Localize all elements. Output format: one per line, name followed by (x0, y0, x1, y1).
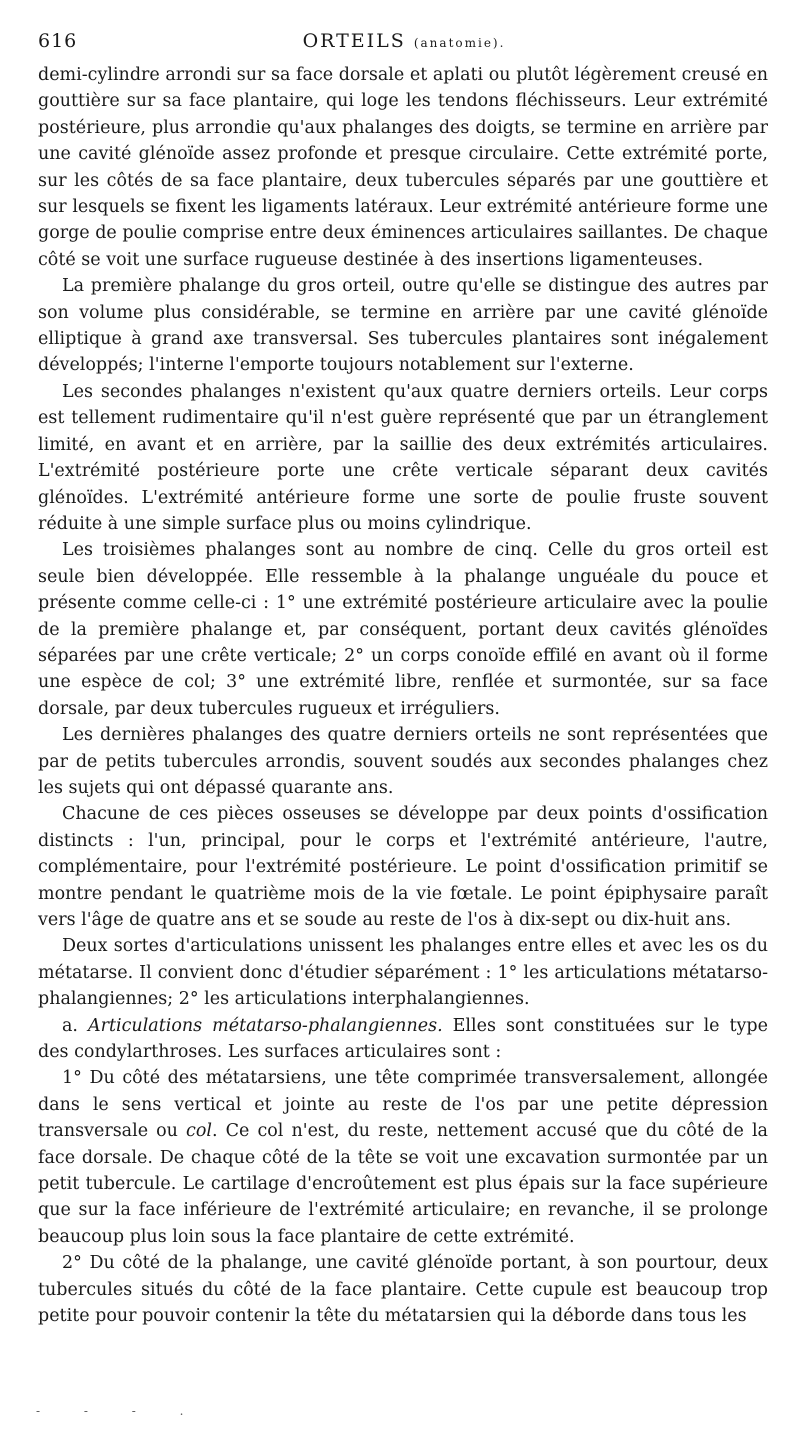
paragraph-text: . Ce col n'est, du reste, nettement accusé que du côté de la face dorsale. De chaque côté de la tête se voit une excavation surmontée par un petit tubercule. Le cartilage d'encroûtement est plus épais sur la face supérieure que sur la face inférieure de l'extrémité articulaire; en revanche, il se prolonge beaucoup plus loin sous la face plantaire de cette extrémité. (38, 1121, 768, 1247)
paragraph: demi-cylindre arrondi sur sa face dorsale et aplati ou plutôt légèrement creusé en gouttière sur sa face plantaire, qui loge les tendons fléchisseurs. Leur extrémité postérieure, plus arrondie qu'aux phalanges des doigts, se termine en arrière par une cavité glénoïde assez profonde et presque circulaire. Cette extrémité porte, sur les côtés de sa face plantaire, deux tubercules séparés par une gouttière et sur lesquels se fixent les ligaments latéraux. Leur extrémité antérieure forme une gorge de poulie comprise entre deux éminences articulaires saillantes. De chaque côté se voit une surface rugueuse destinée à des insertions ligamenteuses. (38, 65, 768, 270)
footer-marks: - - - . (36, 1404, 204, 1418)
chapter-title: ORTEILS (302, 30, 406, 52)
paragraph: Chacune de ces pièces osseuses se développe par deux points d'ossification distincts : l'un, principal, pour le corps et l'extrémité antérieure, l'autre, complémentaire, pour l'extrémité postérieure. Le point d'ossification primitif se montre pendant le quatrième mois de la vie fœtale. Le point épiphysaire paraît vers l'âge de quatre ans et se soude au reste de l'os à dix-sept ou dix-huit ans. (38, 804, 768, 930)
subsection-paragraph (38, 1013, 768, 1066)
chapter-section: (anatomie). (413, 36, 506, 50)
body-text (38, 62, 768, 1330)
running-head (38, 30, 770, 58)
paragraph: 2° Du côté de la phalange, une cavité glénoïde portant, à son pourtour, deux tubercules situés du côté de la face plantaire. Cette cupule est beaucoup trop petite pour pouvoir contenir la tête du métatarsien qui la déborde dans tous les (38, 1253, 768, 1327)
subsection-heading: Articulations métatarso-phalangiennes. (88, 1015, 443, 1036)
paragraph: La première phalange du gros orteil, outre qu'elle se distingue des autres par son volume plus considérable, se termine en arrière par une cavité glénoïde elliptique à grand axe transversal. Ses tubercules plantaires sont inégalement développés; l'interne l'emporte toujours notablement sur l'externe. (38, 276, 768, 376)
paragraph-text: 1° Du côté des métatarsiens, une tête comprimée transversalement, allongée dans le sens vertical et jointe au reste de l'os par une petite dépression transversale ou (38, 1068, 768, 1142)
paragraph: Les troisièmes phalanges sont au nombre de cinq. Celle du gros orteil est seule bien développée. Elle ressemble à la phalange unguéale du pouce et présente comme celle-ci : 1° une extrémité postérieure articulaire avec la poulie de la première phalange et, par conséquent, portant deux cavités glénoïdes séparées par une crête verticale; 2° un corps conoïde effilé en avant où il forme une espèce de col; 3° une extrémité libre, renflée et surmontée, sur sa face dorsale, par deux tubercules rugueux et irréguliers. (38, 540, 768, 719)
paragraph: Les secondes phalanges n'existent qu'aux quatre derniers orteils. Leur corps est tellement rudimentaire qu'il n'est guère représenté que par un étranglement limité, en avant et en arrière, par la saillie des deux extrémités articulaires. L'extrémité postérieure porte une crête verticale séparant deux cavités glénoïdes. L'extrémité antérieure forme une sorte de poulie fruste souvent réduite à une simple surface plus ou moins cylindrique. (38, 381, 768, 534)
subsection-label: a. (62, 1015, 78, 1036)
subsection-text: Elles sont constituées sur le type des condylarthroses. Les surfaces articulaires sont : (38, 1015, 768, 1063)
page-number: 616 (38, 30, 78, 52)
paragraph: Deux sortes d'articulations unissent les phalanges entre elles et avec les os du métatarse. Il convient donc d'étudier séparément : 1° les articulations métatarso-phalangiennes; 2° les articulations interphalangiennes. (38, 936, 768, 1010)
running-title (38, 30, 770, 52)
paragraph: Les dernières phalanges des quatre derniers orteils ne sont représentées que par de petits tubercules arrondis, souvent soudés aux secondes phalanges chez les sujets qui ont dépassé quarante ans. (38, 725, 768, 798)
paragraph-metatarsal (38, 1065, 768, 1250)
italic-term: col (186, 1121, 212, 1142)
